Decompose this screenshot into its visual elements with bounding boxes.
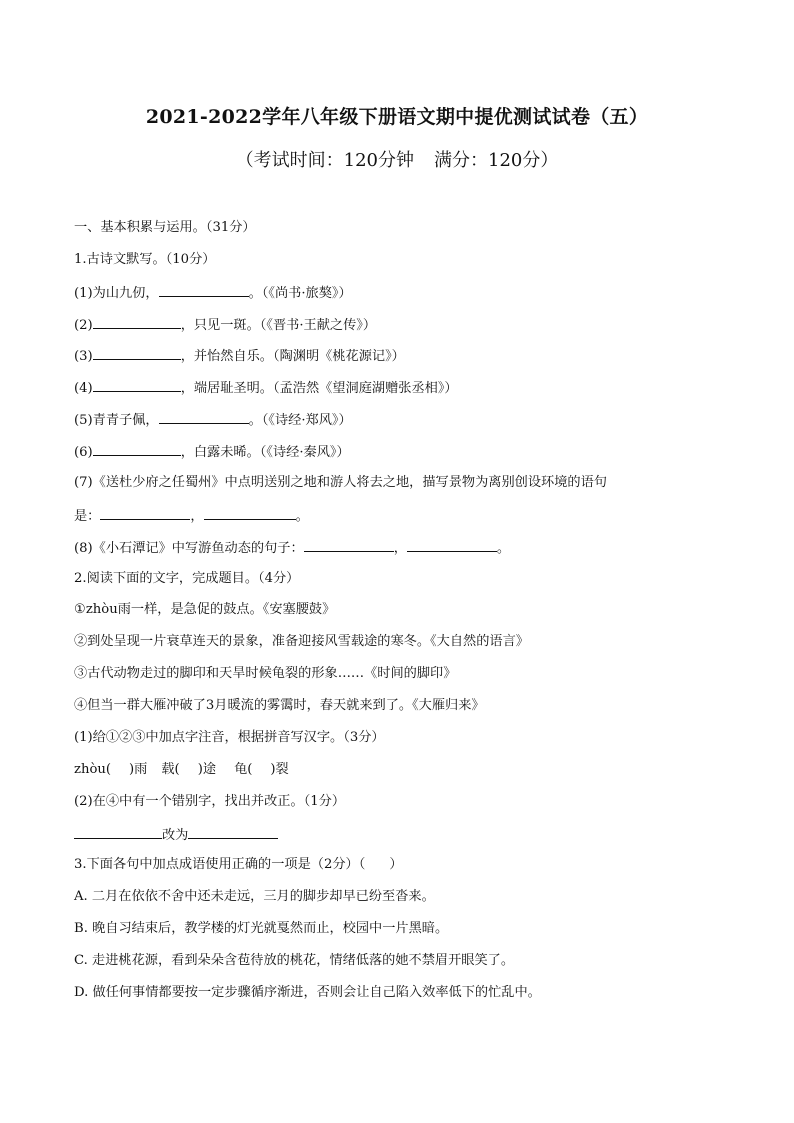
q2-sub-1: (1)给①②③中加点字注音，根据拼音写汉字。（3分） [74, 730, 385, 745]
q1-item-5-prefix: (5)青青子佩， [74, 413, 159, 428]
change-to-label: 改为 [162, 828, 189, 843]
full-score: 满分：120分） [434, 150, 559, 171]
q2-passage-1: ①zhòu雨一样，是急促的鼓点。《安塞腰鼓》 [74, 602, 336, 617]
word-gui: 龟( [234, 762, 253, 777]
q3-heading [74, 856, 403, 874]
q3-heading-text: 3.下面各句中加点成语使用正确的一项是（2分）（ [74, 857, 366, 872]
q1-item-8 [74, 538, 510, 558]
q1-item-5-source: 。（《诗经·郑风》） [248, 413, 352, 428]
word-yu: )雨 [129, 762, 148, 777]
section-heading: 一、基本积累与运用。（31分） [74, 220, 256, 235]
answer-blank[interactable] [93, 378, 181, 392]
q1-item-2 [74, 315, 376, 335]
word-tu: )途 [197, 762, 217, 777]
comma: ， [190, 509, 204, 524]
q1-item-7-prefix: 是： [74, 509, 101, 524]
q1-item-6-source: ，白露未晞。（《诗经·秦风》） [180, 445, 350, 460]
answer-blank[interactable] [159, 283, 249, 297]
q1-item-5 [74, 410, 352, 430]
answer-blank[interactable] [93, 315, 181, 329]
answer-blank[interactable] [100, 506, 190, 520]
period: 。 [295, 509, 309, 524]
answer-blank[interactable] [204, 506, 296, 520]
q1-item-4 [74, 378, 458, 398]
q1-heading: 1.古诗文默写。（10分） [74, 252, 216, 267]
exam-subtitle [0, 146, 794, 172]
q1-item-6 [74, 442, 350, 462]
answer-blank[interactable] [93, 346, 181, 360]
comma: ， [393, 541, 407, 556]
q3-option-b[interactable]: B. 晚自习结束后，教学楼的灯光就戛然而止，校园中一片黑暗。 [74, 921, 449, 936]
q2-pinyin-row [74, 761, 289, 779]
q3-option-a[interactable]: A. 二月在依依不舍中还未走远，三月的脚步却早已纷至沓来。 [74, 889, 435, 904]
correct-char-blank[interactable] [188, 825, 278, 839]
pinyin-zhou: zhòu( [74, 762, 112, 777]
q1-item-7: (7)《送杜少府之任蜀州》中点明送别之地和游人将去之地，描写景物为离别创设环境的语句 [74, 475, 607, 490]
q1-item-7-answer [74, 506, 309, 526]
q1-item-1 [74, 283, 352, 303]
q2-passage-2: ②到处呈现一片衰草连天的景象，准备迎接风雪载途的寒冬。《大自然的语言》 [74, 634, 529, 649]
q1-item-3-prefix: (3) [74, 349, 93, 364]
q1-item-4-source: ，端居耻圣明。（孟浩然《望洞庭湖赠张丞相》） [180, 381, 458, 396]
q1-item-3 [74, 346, 405, 366]
q1-item-1-prefix: (1)为山九仞， [74, 286, 159, 301]
q3-option-c[interactable]: C. 走进桃花源，看到朵朵含苞待放的桃花，情绪低落的她不禁眉开眼笑了。 [74, 953, 515, 968]
period: 。 [496, 541, 511, 556]
word-zai: 载( [161, 762, 180, 777]
wrong-char-blank[interactable] [74, 825, 162, 839]
q1-item-2-prefix: (2) [74, 318, 93, 333]
q1-item-6-prefix: (6) [74, 445, 93, 460]
q3-option-d[interactable]: D. 做任何事情都要按一定步骤循序渐进，否则会让自己陷入效率低下的忙乱中。 [74, 985, 541, 1000]
q3-heading-end: ） [389, 857, 403, 872]
answer-blank[interactable] [304, 538, 394, 552]
q1-item-2-source: ，只见一斑。（《晋书·王献之传》） [180, 318, 377, 333]
exam-time: （考试时间：120分钟 [235, 150, 414, 171]
q1-item-8-prefix: (8)《小石潭记》中写游鱼动态的句子： [74, 541, 304, 556]
q2-passage-3: ③古代动物走过的脚印和天旱时候龟裂的形象……《时间的脚印》 [74, 666, 457, 681]
answer-blank[interactable] [407, 538, 497, 552]
answer-blank[interactable] [93, 442, 181, 456]
q2-passage-4: ④但当一群大雁冲破了3月暖流的雾霭时，春天就来到了。《大雁归来》 [74, 698, 485, 713]
q1-item-1-source: 。（《尚书·旅獒》） [248, 286, 352, 301]
q2-heading: 2.阅读下面的文字，完成题目。（4分） [74, 571, 300, 586]
q1-item-4-prefix: (4) [74, 381, 93, 396]
q1-item-3-source: ，并怡然自乐。（陶渊明《桃花源记》） [180, 349, 405, 364]
answer-blank[interactable] [159, 410, 249, 424]
q2-correction-row [74, 825, 278, 845]
word-lie: )裂 [270, 762, 289, 777]
q2-sub-2: (2)在④中有一个错别字，找出并改正。（1分） [74, 794, 346, 809]
exam-title: 2021-2022学年八年级下册语文期中提优测试试卷（五） [145, 106, 649, 128]
